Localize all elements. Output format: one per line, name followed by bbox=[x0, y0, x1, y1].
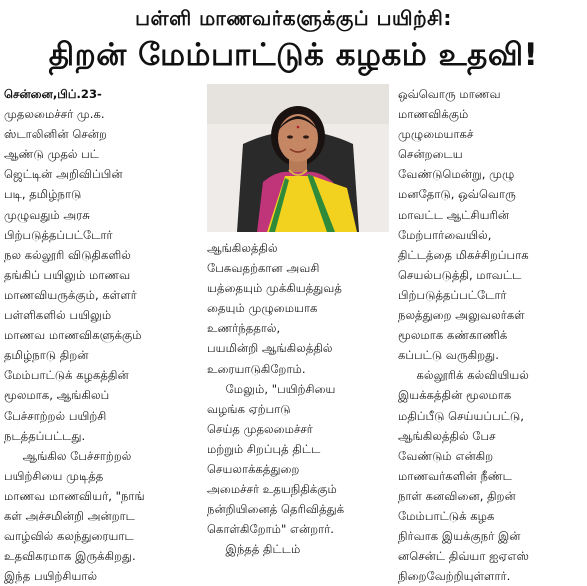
paragraph-3: ஆங்கிலத்தில் பேசுவதற்கான அவசி யத்தையும் முக்கியத்துவத் தையும் முழுமையாக உணர்ந்ததால், பயமின்றி ஆங்கிலத்தில் உரையாடுகிறோம். bbox=[207, 241, 342, 376]
article-column-1 bbox=[4, 84, 197, 584]
main-headline: திறன் மேம்பாட்டுக் கழகம் உதவி! bbox=[48, 37, 539, 73]
article-column-2 bbox=[207, 238, 389, 557]
paragraph-6: ஒவ்வொரு மாணவ மாணவிக்கும் முழுமையாகச் சென்றடைய வேண்டுமென்று, முழு மனதோடு, ஒவ்வொரு மாவட்ட ஆட்சியரின் மேற்பார்வையில், திட்டத்தை மிகச்சிறப்பாக செயல்படுத்தி, மாவட்ட பிற்படுத்தப்பட்டோர் நலத்துறை அலுவலர்கள் மூலமாக கண்காணிக் கப்பட்டு வருகிறது. bbox=[398, 87, 529, 363]
dateline: சென்னை,பிப்.23- bbox=[4, 87, 102, 101]
paragraph-4: மேலும், "பயிற்சியை வழங்க ஏற்பாடு செய்த முதலமைச்சர் மற்றும் சிறப்புத் திட்ட செயலாக்கத்துறை அமைச்சர் உதயநிதிக்கும் நன்றியினைத் தெரிவித்துக் கொள்கிறோம்" என்றார். bbox=[207, 381, 345, 537]
paragraph-7: கல்லூரிக் கல்வியியல் இயக்கத்தின் மூலமாக மதிப்பீடு செய்யப்பட்டு, ஆங்கிலத்தில் பேச வேண்டும் என்கிற மாணவர்களின் நீண்ட நாள் கனவினை, திறன் மேம்பாட்டுக் கழக நிர்வாக இயக்குநர் இன் னசென்ட் திவ்யா ஐஏஎஸ் நிறைவேற்றியுள்ளார். bbox=[398, 368, 529, 584]
article-column-3 bbox=[398, 84, 583, 584]
portrait-photo bbox=[207, 84, 389, 232]
paragraph-1: முதலமைச்சர் மு.க. ஸ்டாலினின் சென்ற ஆண்டு முதல் பட் ஜெட்டின் அறிவிப்பின் படி, தமிழ்நாடு முழுவதும் அரசு பிற்படுத்தப்பட்டோர் நல கல்லூரி விடுதிகளில் தங்கிப் பயிலும் மாணவ மாணவியருக்கும், கள்ளர் பள்ளிகளில் பயிலும் மாணவ மாணவிகளுக்கும் தமிழ்நாடு திறன் மேம்பாட்டுக் கழகத்தின் மூலமாக, ஆங்கிலப் பேச்சாற்றல் பயிற்சி நடத்தப்பட்டது. bbox=[4, 107, 142, 443]
kicker-headline: பள்ளி மாணவர்களுக்குப் பயிற்சி: bbox=[135, 6, 452, 30]
paragraph-2: ஆங்கில பேச்சாற்றல் பயிற்சியை முடித்த மாணவ மாணவியர், "நாங் கள் அச்சமின்றி அன்றாட வாழ்வில் கலந்துரையாட உதவிகரமாக இருக்கிறது. இந்த பயிற்சியால் bbox=[4, 448, 145, 584]
paragraph-5: இந்தத் திட்டம் bbox=[225, 542, 301, 557]
